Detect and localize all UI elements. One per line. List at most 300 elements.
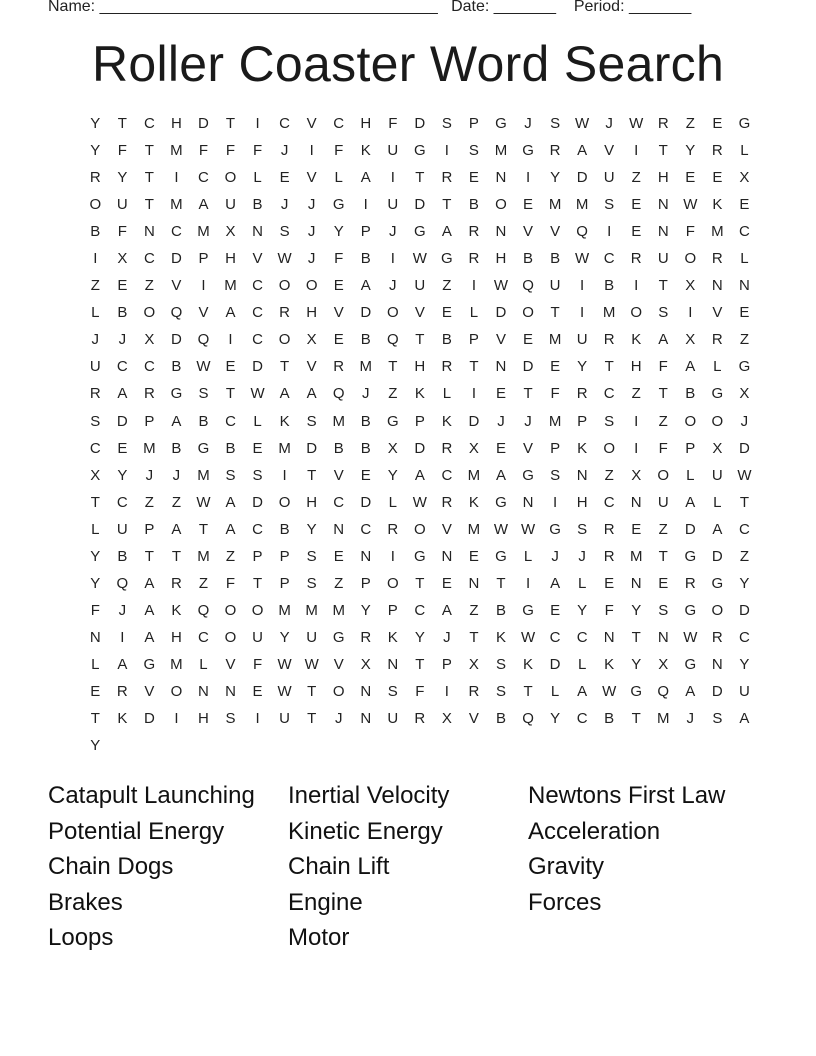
grid-letter: M	[170, 142, 184, 160]
grid-letter: E	[685, 169, 696, 187]
grid-letter: U	[414, 277, 426, 295]
grid-letter: U	[225, 196, 237, 214]
grid-letter: X	[739, 169, 750, 187]
grid-letter: W	[277, 655, 293, 673]
word-list-item: Inertial Velocity	[288, 782, 450, 809]
grid-letter: I	[634, 412, 639, 430]
grid-letter: R	[441, 358, 453, 376]
grid-letter: S	[712, 710, 723, 728]
grid-letter: A	[279, 385, 291, 403]
grid-letter: V	[441, 520, 453, 538]
grid-letter: Q	[657, 682, 670, 700]
grid-letter: Y	[631, 655, 642, 673]
word-list-item: Catapult Launching	[48, 782, 255, 809]
grid-letter: E	[658, 574, 669, 592]
grid-letter: D	[495, 304, 507, 322]
grid-letter: I	[390, 547, 396, 565]
grid-letter: N	[711, 655, 724, 673]
grid-letter: A	[550, 574, 561, 592]
grid-letter: N	[468, 574, 480, 592]
grid-letter: W	[304, 655, 320, 673]
grid-letter: I	[309, 142, 315, 160]
grid-letter: G	[522, 601, 535, 619]
grid-letter: N	[630, 574, 643, 592]
grid-letter: D	[360, 304, 372, 322]
grid-letter: C	[414, 601, 426, 619]
grid-letter: G	[684, 601, 697, 619]
grid-letter: M	[467, 520, 481, 538]
grid-letter: E	[739, 196, 750, 214]
grid-letter: T	[280, 358, 290, 376]
grid-letter: K	[171, 601, 182, 619]
grid-letter: R	[89, 169, 102, 187]
grid-letter: R	[603, 331, 616, 349]
name-field-label: Name: ______________________________________	[48, 0, 438, 15]
grid-letter: K	[712, 196, 723, 214]
grid-letter: Y	[550, 710, 561, 728]
grid-letter: L	[253, 412, 263, 430]
grid-letter: R	[468, 223, 480, 241]
grid-letter: C	[143, 250, 156, 268]
grid-letter: E	[495, 385, 507, 403]
grid-letter: C	[225, 412, 237, 430]
grid-letter: W	[277, 682, 293, 700]
grid-letter: F	[334, 250, 344, 268]
grid-letter: X	[685, 331, 696, 349]
grid-letter: H	[495, 250, 507, 268]
grid-letter: J	[280, 196, 289, 214]
grid-letter: M	[197, 466, 211, 484]
grid-letter: O	[251, 601, 264, 619]
grid-letter: T	[90, 710, 101, 728]
grid-letter: U	[306, 628, 318, 646]
grid-letter: T	[198, 520, 209, 538]
grid-letter: Z	[144, 493, 155, 511]
grid-letter: I	[634, 142, 639, 160]
grid-letter: X	[441, 710, 453, 728]
grid-letter: N	[333, 520, 345, 538]
grid-letter: R	[576, 385, 589, 403]
grid-letter: C	[116, 493, 129, 511]
grid-letter: Z	[658, 412, 669, 430]
grid-letter: T	[658, 142, 669, 160]
grid-letter: B	[495, 710, 507, 728]
grid-letter: S	[90, 412, 101, 430]
grid-letter: B	[604, 277, 615, 295]
grid-letter: P	[360, 223, 372, 241]
grid-letter: H	[170, 115, 183, 132]
grid-letter: R	[170, 574, 183, 592]
word-list-item: Engine	[288, 888, 363, 916]
grid-letter: P	[252, 547, 264, 565]
grid-letter: N	[225, 682, 237, 700]
grid-letter: J	[389, 223, 398, 241]
word-list-item: Chain Dogs	[48, 853, 174, 881]
grid-letter: A	[198, 196, 209, 214]
grid-letter: R	[468, 250, 480, 268]
grid-letter: D	[252, 358, 264, 376]
grid-letter: Y	[577, 358, 588, 376]
grid-letter: A	[144, 601, 155, 619]
grid-letter: P	[144, 412, 155, 430]
grid-letter: G	[414, 223, 427, 241]
grid-letter: Y	[685, 142, 696, 160]
grid-letter: B	[171, 358, 182, 376]
grid-letter: G	[332, 628, 346, 646]
grid-letter: M	[197, 223, 211, 241]
word-list-item: Loops	[48, 924, 114, 952]
grid-letter: M	[305, 601, 319, 619]
grid-letter: S	[495, 682, 507, 700]
grid-letter: M	[548, 412, 562, 430]
grid-letter: X	[360, 655, 372, 673]
grid-letter: F	[252, 655, 263, 673]
grid-letter: E	[225, 358, 237, 376]
grid-letter: J	[118, 601, 127, 619]
grid-letter: P	[279, 574, 291, 592]
grid-letter: T	[415, 169, 425, 187]
grid-letter: G	[711, 385, 724, 403]
grid-letter: D	[252, 493, 264, 511]
grid-letter: E	[333, 277, 345, 295]
grid-letter: B	[604, 710, 615, 728]
grid-letter: W	[520, 628, 536, 646]
grid-letter: Q	[197, 601, 210, 619]
grid-letter: C	[576, 710, 589, 728]
grid-letter: J	[118, 331, 127, 349]
grid-letter: G	[684, 655, 697, 673]
grid-letter: A	[117, 655, 128, 673]
grid-letter: W	[250, 385, 266, 403]
grid-letter: Y	[306, 520, 318, 538]
grid-letter: X	[468, 655, 480, 673]
grid-letter: W	[493, 520, 509, 538]
grid-letter: V	[144, 682, 155, 700]
grid-letter: H	[414, 358, 426, 376]
grid-letter: N	[89, 628, 102, 646]
grid-letter: U	[252, 628, 264, 646]
grid-letter: E	[441, 304, 453, 322]
grid-letter: L	[686, 466, 695, 484]
grid-letter: V	[550, 223, 561, 241]
grid-letter: T	[225, 115, 236, 132]
grid-letter: A	[225, 520, 237, 538]
grid-letter: I	[580, 304, 585, 322]
grid-letter: N	[657, 223, 670, 241]
grid-letter: M	[332, 412, 346, 430]
grid-letter: V	[333, 655, 345, 673]
grid-letter: R	[441, 439, 453, 457]
grid-letter: B	[550, 250, 561, 268]
grid-letter: E	[550, 358, 561, 376]
grid-letter: B	[117, 304, 128, 322]
grid-letter: B	[117, 547, 128, 565]
grid-letter: L	[713, 493, 723, 511]
grid-letter: Y	[117, 466, 128, 484]
grid-letter: X	[658, 655, 669, 673]
grid-letter: D	[576, 169, 589, 187]
grid-letter: L	[199, 655, 209, 673]
grid-letter: A	[577, 682, 588, 700]
grid-letter: R	[711, 331, 724, 349]
grid-letter: O	[386, 574, 400, 592]
grid-letter: S	[604, 196, 615, 214]
grid-letter: T	[117, 115, 128, 132]
grid-letter: N	[360, 710, 372, 728]
grid-letter: A	[441, 601, 453, 619]
grid-letter: J	[145, 466, 154, 484]
grid-letter: H	[170, 628, 183, 646]
grid-letter: D	[198, 115, 210, 132]
page-title: Roller Coaster Word Search	[91, 36, 725, 92]
grid-letter: Q	[522, 710, 535, 728]
grid-letter: T	[658, 547, 669, 565]
grid-letter: M	[467, 466, 481, 484]
grid-letter: M	[170, 655, 184, 673]
grid-letter: F	[225, 574, 236, 592]
grid-letter: V	[495, 331, 507, 349]
grid-letter: I	[471, 385, 477, 403]
grid-letter: O	[278, 277, 291, 295]
grid-letter: W	[493, 277, 509, 295]
grid-letter: U	[603, 169, 616, 187]
grid-letter: X	[117, 250, 128, 268]
grid-letter: G	[386, 412, 400, 430]
grid-letter: L	[253, 169, 263, 187]
word-search-grid	[82, 110, 758, 759]
grid-letter: I	[471, 277, 477, 295]
grid-letter: E	[252, 682, 264, 700]
grid-letter: I	[282, 466, 288, 484]
grid-letter: F	[198, 142, 209, 160]
grid-letter: F	[334, 142, 344, 160]
grid-letter: N	[657, 196, 670, 214]
grid-letter: C	[89, 439, 102, 457]
grid-letter: M	[197, 547, 211, 565]
grid-letter: L	[740, 250, 750, 268]
grid-letter: Y	[387, 466, 399, 484]
grid-letter: B	[90, 223, 101, 241]
grid-letter: C	[252, 520, 264, 538]
grid-letter: I	[255, 115, 261, 132]
grid-letter: S	[198, 385, 209, 403]
grid-letter: W	[683, 196, 698, 214]
grid-letter: S	[550, 466, 561, 484]
grid-letter: R	[630, 250, 643, 268]
grid-letter: N	[657, 628, 670, 646]
grid-letter: B	[279, 520, 291, 538]
grid-letter: F	[252, 142, 263, 160]
grid-letter: N	[603, 628, 616, 646]
grid-letter: R	[89, 385, 102, 403]
grid-letter: T	[307, 466, 317, 484]
grid-letter: I	[228, 331, 234, 349]
grid-letter: P	[550, 439, 561, 457]
grid-letter: U	[387, 142, 399, 160]
grid-letter: J	[280, 142, 289, 160]
grid-letter: X	[387, 439, 399, 457]
grid-letter: M	[278, 601, 292, 619]
grid-letter: B	[360, 439, 372, 457]
grid-letter: O	[495, 196, 508, 214]
grid-letter: Z	[144, 277, 155, 295]
grid-letter: O	[278, 331, 291, 349]
word-list-item: Kinetic Energy	[288, 817, 443, 845]
grid-letter: T	[523, 385, 534, 403]
grid-letter: R	[333, 358, 345, 376]
grid-letter: Y	[414, 628, 426, 646]
grid-letter: T	[252, 574, 263, 592]
grid-letter: D	[170, 331, 183, 349]
grid-letter: M	[711, 223, 725, 241]
grid-letter: N	[143, 223, 156, 241]
grid-letter: J	[307, 223, 316, 241]
word-list-item: Forces	[528, 888, 602, 916]
grid-letter: J	[334, 710, 343, 728]
grid-letter: W	[520, 520, 536, 538]
grid-letter: G	[738, 115, 751, 132]
grid-letter: S	[225, 466, 237, 484]
grid-letter: L	[740, 142, 750, 160]
grid-letter: B	[468, 196, 480, 214]
grid-letter: D	[738, 439, 751, 457]
grid-letter: N	[252, 223, 264, 241]
grid-letter: R	[387, 520, 399, 538]
grid-letter: Y	[333, 223, 345, 241]
grid-letter: S	[306, 412, 318, 430]
grid-letter: H	[225, 250, 237, 268]
grid-letter: E	[360, 466, 372, 484]
grid-letter: C	[252, 304, 264, 322]
grid-letter: C	[198, 628, 210, 646]
grid-letter: K	[279, 412, 291, 430]
word-list-item: Potential Energy	[48, 817, 225, 845]
period-field-label: Period: _______	[573, 0, 692, 15]
grid-letter: S	[306, 574, 318, 592]
grid-letter: G	[495, 115, 508, 132]
grid-letter: I	[255, 710, 261, 728]
grid-letter: X	[685, 277, 696, 295]
grid-letter: G	[522, 142, 535, 160]
grid-letter: K	[387, 628, 399, 646]
grid-letter: E	[468, 169, 480, 187]
grid-letter: N	[522, 493, 534, 511]
grid-letter: Y	[739, 655, 750, 673]
grid-letter: G	[711, 574, 724, 592]
grid-letter: F	[604, 601, 615, 619]
grid-letter: G	[143, 655, 156, 673]
grid-letter: G	[332, 196, 346, 214]
grid-letter: C	[738, 628, 751, 646]
grid-letter: A	[360, 169, 372, 187]
grid-letter: D	[170, 250, 183, 268]
grid-letter: U	[387, 196, 399, 214]
grid-letter: A	[495, 466, 507, 484]
grid-letter: L	[469, 304, 479, 322]
grid-letter: T	[171, 547, 182, 565]
grid-letter: E	[604, 574, 615, 592]
grid-letter: A	[117, 385, 128, 403]
grid-letter: R	[684, 574, 697, 592]
grid-letter: M	[332, 601, 346, 619]
grid-letter: M	[657, 710, 670, 728]
grid-letter: S	[550, 115, 561, 132]
grid-letter: C	[143, 358, 156, 376]
grid-letter: X	[631, 466, 642, 484]
grid-letter: A	[441, 223, 453, 241]
grid-letter: W	[575, 115, 590, 132]
grid-letter: F	[117, 142, 128, 160]
grid-letter: Z	[442, 277, 452, 295]
grid-letter: V	[306, 358, 318, 376]
grid-letter: J	[389, 277, 398, 295]
grid-letter: T	[90, 493, 101, 511]
grid-letter: G	[630, 682, 643, 700]
grid-letter: O	[143, 304, 156, 322]
grid-letter: I	[634, 277, 639, 295]
grid-letter: R	[441, 169, 453, 187]
grid-letter: L	[388, 493, 398, 511]
grid-letter: A	[144, 628, 155, 646]
grid-letter: F	[90, 601, 101, 619]
grid-letter: M	[548, 196, 562, 214]
grid-letter: J	[91, 331, 100, 349]
grid-letter: I	[363, 196, 369, 214]
grid-letter: P	[279, 547, 291, 565]
grid-letter: X	[306, 331, 318, 349]
grid-letter: S	[604, 412, 615, 430]
grid-letter: S	[468, 142, 480, 160]
grid-letter: T	[307, 710, 317, 728]
grid-letter: F	[658, 439, 669, 457]
grid-letter: M	[224, 277, 238, 295]
grid-letter: R	[711, 250, 724, 268]
grid-letter: Y	[90, 547, 101, 565]
grid-letter: L	[577, 655, 587, 673]
grid-letter: L	[550, 682, 560, 700]
grid-letter: T	[225, 385, 236, 403]
grid-letter: T	[415, 574, 425, 592]
grid-letter: H	[360, 115, 372, 132]
grid-letter: M	[359, 358, 373, 376]
grid-letter: J	[551, 547, 560, 565]
grid-letter: L	[523, 547, 533, 565]
grid-letter: C	[738, 520, 751, 538]
grid-letter: S	[252, 466, 264, 484]
word-list-item: Newtons First Law	[528, 782, 726, 809]
grid-letter: T	[631, 628, 642, 646]
grid-letter: T	[523, 682, 534, 700]
grid-letter: T	[144, 547, 155, 565]
grid-letter: I	[390, 169, 396, 187]
grid-letter: L	[91, 655, 100, 673]
grid-letter: S	[441, 115, 453, 132]
grid-letter: S	[306, 547, 318, 565]
grid-letter: D	[143, 710, 156, 728]
grid-letter: P	[468, 331, 480, 349]
grid-letter: R	[116, 682, 129, 700]
grid-letter: A	[171, 412, 182, 430]
grid-letter: B	[495, 601, 507, 619]
grid-letter: F	[415, 682, 425, 700]
grid-letter: T	[415, 655, 425, 673]
grid-letter: A	[658, 331, 669, 349]
grid-letter: Z	[469, 601, 480, 619]
grid-letter: R	[603, 520, 616, 538]
grid-letter: I	[201, 277, 207, 295]
grid-letter: J	[443, 628, 452, 646]
grid-letter: P	[577, 412, 588, 430]
